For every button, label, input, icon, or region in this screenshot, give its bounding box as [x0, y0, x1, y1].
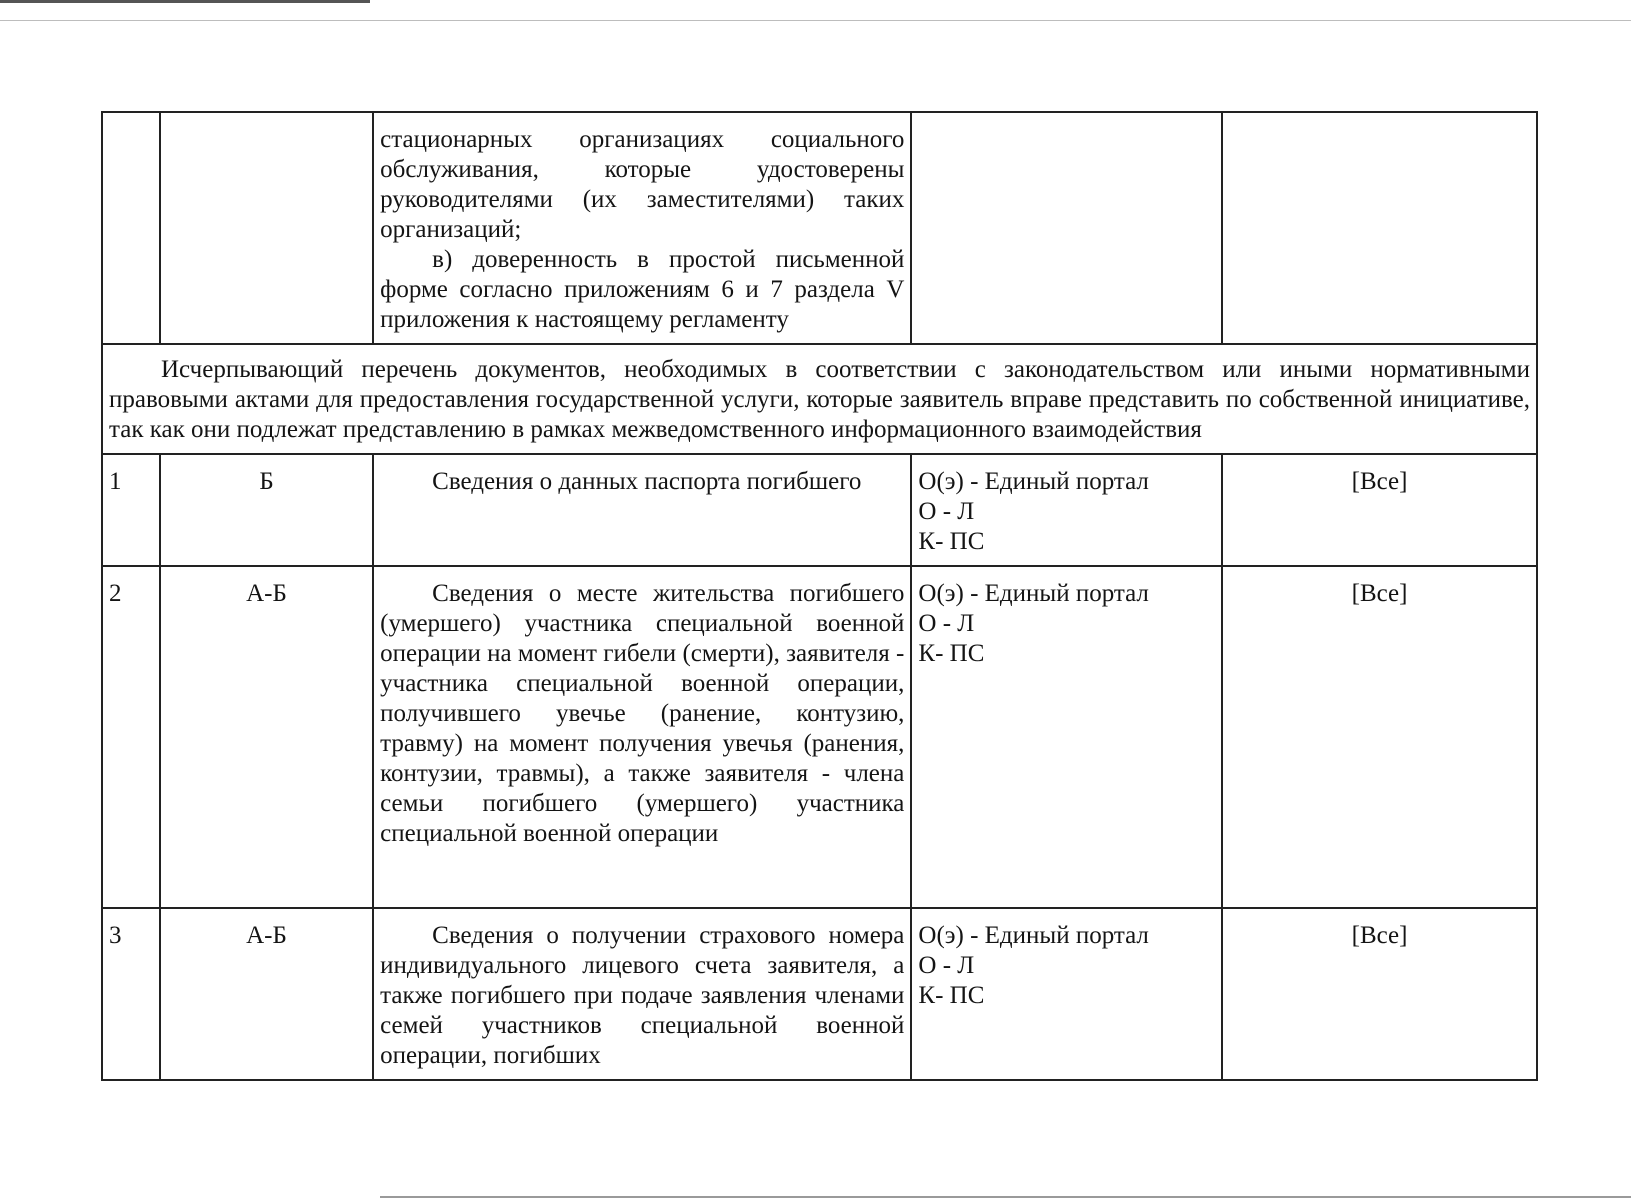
item-v-text: в) доверенность в простой письменной форме согласно приложениям 6 и 7 раздела V приложения к настоящему регламенту	[380, 246, 905, 333]
row-number: 3	[102, 908, 160, 1080]
way-item: К- ПС	[918, 528, 985, 555]
cell-ways-empty	[911, 112, 1222, 344]
cell-document-continuation	[373, 112, 911, 344]
section-heading: Исчерпывающий перечень документов, необходимых в соответствии с законодательством или иными нормативными правовыми актами для предоставления государственной услуги, которые заявитель вправе представить по собственной инициативе, так как они подлежат представлению в рамках межведомственного информационного взаимодействия	[109, 356, 1530, 443]
way-item: К- ПС	[918, 640, 985, 667]
row-number: 2	[102, 566, 160, 908]
row-document: Сведения о получении страхового номера индивидуального лицевого счета заявителя, а также погибшего при подаче заявления членами семей участников специальной военной операции, погибших	[373, 908, 911, 1080]
row-ways	[911, 908, 1222, 1080]
table-row	[102, 454, 1537, 566]
cell-num-empty	[102, 112, 160, 344]
row-ways	[911, 566, 1222, 908]
scan-edge-bottom	[380, 1196, 1631, 1198]
row-document: Сведения о месте жительства погибшего (умершего) участника специальной военной операции на момент гибели (смерти), заявителя - участника специальной военной операции, получившего увечье (ранение, контузию, травму) на момент получения увечья (ранения, контузии, травмы), а также заявителя - члена семьи погибшего (умершего) участника специальной военной операции	[373, 566, 911, 908]
way-item: О(э) - Единый портал	[918, 922, 1149, 949]
row-who: [Все]	[1222, 908, 1537, 1080]
scan-edge-top-dark	[0, 0, 370, 3]
row-ways	[911, 454, 1222, 566]
section-heading-cell	[102, 344, 1537, 454]
row-document: Сведения о данных паспорта погибшего	[373, 454, 911, 566]
table-row-continuation	[102, 112, 1537, 344]
cell-who-empty	[1222, 112, 1537, 344]
row-category: Б	[160, 454, 373, 566]
table-row	[102, 566, 1537, 908]
continuation-text: стационарных организациях социального обслуживания, которые удостоверены руководителями (их заместителями) таких организаций;	[380, 126, 905, 243]
way-item: О(э) - Единый портал	[918, 580, 1149, 607]
way-item: О - Л	[918, 498, 975, 525]
section-heading-row	[102, 344, 1537, 454]
row-category: А-Б	[160, 566, 373, 908]
row-number: 1	[102, 454, 160, 566]
scan-edge-top	[0, 20, 1631, 21]
row-category: А-Б	[160, 908, 373, 1080]
way-item: О(э) - Единый портал	[918, 468, 1149, 495]
table-row	[102, 908, 1537, 1080]
documents-table	[101, 111, 1538, 1081]
row-who: [Все]	[1222, 454, 1537, 566]
cell-category-empty	[160, 112, 373, 344]
way-item: О - Л	[918, 952, 975, 979]
row-who: [Все]	[1222, 566, 1537, 908]
way-item: К- ПС	[918, 982, 985, 1009]
way-item: О - Л	[918, 610, 975, 637]
